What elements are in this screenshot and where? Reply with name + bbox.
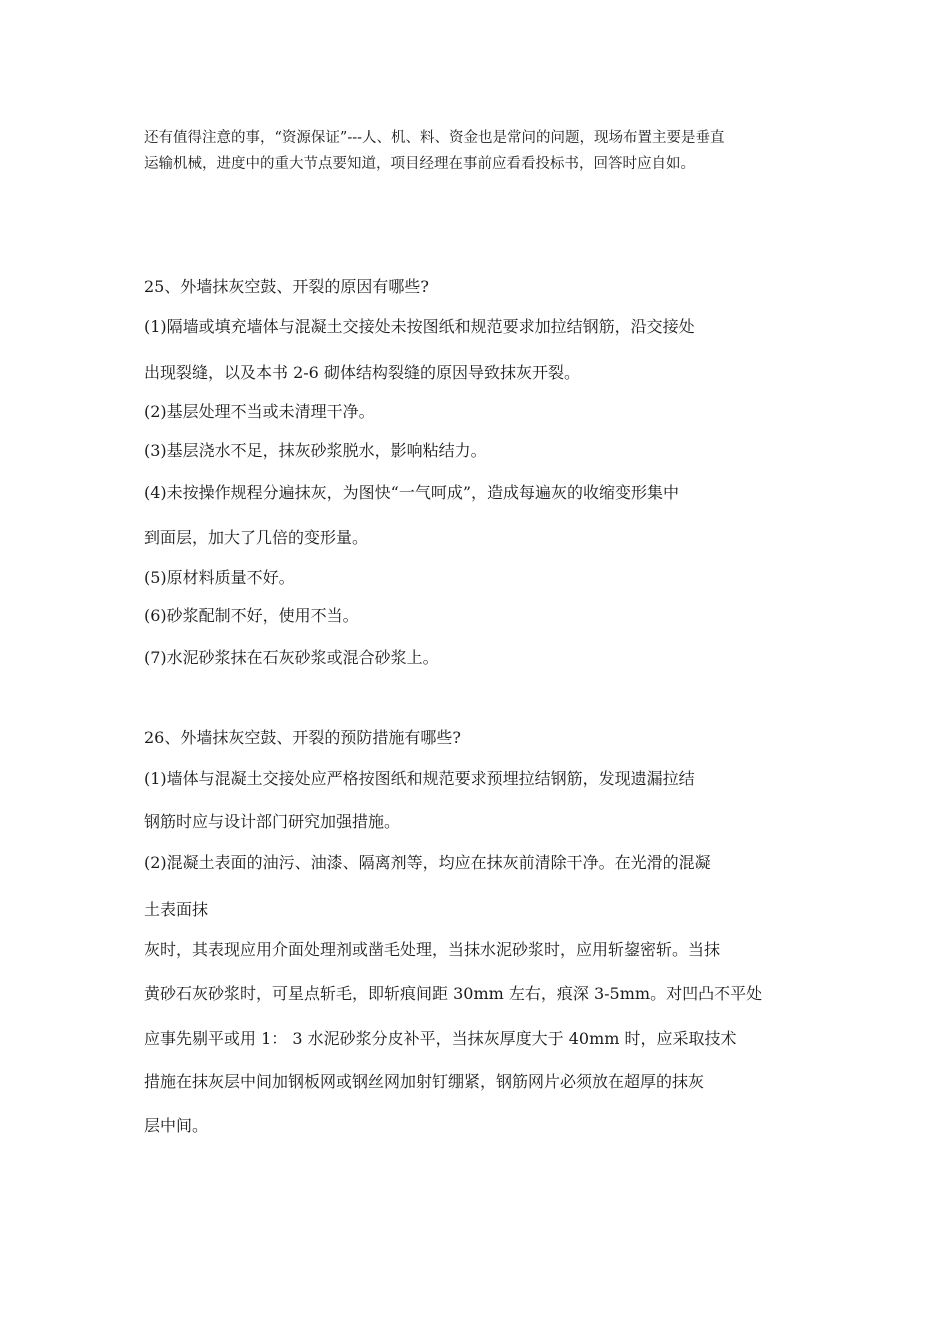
intro-line-1: 还有值得注意的事，“资源保证”---人、机、料、资金也是常问的问题，现场布置主要是垂直 xyxy=(144,130,725,146)
q25-line-7: (5)原材料质量不好。 xyxy=(144,568,295,587)
question-26-title: 26、外墙抹灰空鼓、开裂的预防措施有哪些? xyxy=(144,728,461,747)
q25-line-8: (6)砂浆配制不好，使用不当。 xyxy=(144,606,359,625)
q25-line-3: (2)基层处理不当或未清理干净。 xyxy=(144,402,375,421)
q26-line-9: 层中间。 xyxy=(144,1116,209,1135)
q25-line-5: (4)未按操作规程分遍抹灰，为图快“一气呵成”，造成每遍灰的收缩变形集中 xyxy=(144,483,680,502)
q26-line-3: (2)混凝土表面的油污、油漆、隔离剂等，均应在抹灰前清除干净。在光滑的混凝 xyxy=(144,853,711,872)
q25-line-9: (7)水泥砂浆抹在石灰砂浆或混合砂浆上。 xyxy=(144,648,439,667)
q26-line-2: 钢筋时应与设计部门研究加强措施。 xyxy=(144,812,401,831)
q25-line-4: (3)基层浇水不足，抹灰砂浆脱水，影响粘结力。 xyxy=(144,441,487,460)
question-25-title: 25、外墙抹灰空鼓、开裂的原因有哪些? xyxy=(144,277,429,296)
q26-line-5: 灰时，其表现应用介面处理剂或凿毛处理，当抹水泥砂浆时，应用斩鋆密斩。当抹 xyxy=(144,940,721,959)
q26-line-7: 应事先剔平或用 1： 3 水泥砂浆分皮补平，当抹灰厚度大于 40mm 时，应采取技术 xyxy=(144,1029,737,1048)
q25-line-6: 到面层，加大了几倍的变形量。 xyxy=(144,528,369,547)
q26-line-8: 措施在抹灰层中间加钢板网或钢丝网加射钉绷紧，钢筋网片必须放在超厚的抹灰 xyxy=(144,1072,705,1091)
q26-line-1: (1)墙体与混凝土交接处应严格按图纸和规范要求预埋拉结钢筋，发现遗漏拉结 xyxy=(144,769,695,788)
q26-line-6: 黄砂石灰砂浆时，可星点斩毛，即斩痕间距 30mm 左右，痕深 3-5mm。对凹凸不平处 xyxy=(144,984,763,1003)
intro-line-2: 运输机械，进度中的重大节点要知道，项目经理在事前应看看投标书，回答时应自如。 xyxy=(144,156,695,172)
q26-line-4: 土表面抹 xyxy=(144,900,209,919)
q25-line-1: (1)隔墙或填充墙体与混凝土交接处未按图纸和规范要求加拉结钢筋，沿交接处 xyxy=(144,317,695,336)
q25-line-2: 出现裂缝，以及本书 2-6 砌体结构裂缝的原因导致抹灰开裂。 xyxy=(144,363,580,382)
